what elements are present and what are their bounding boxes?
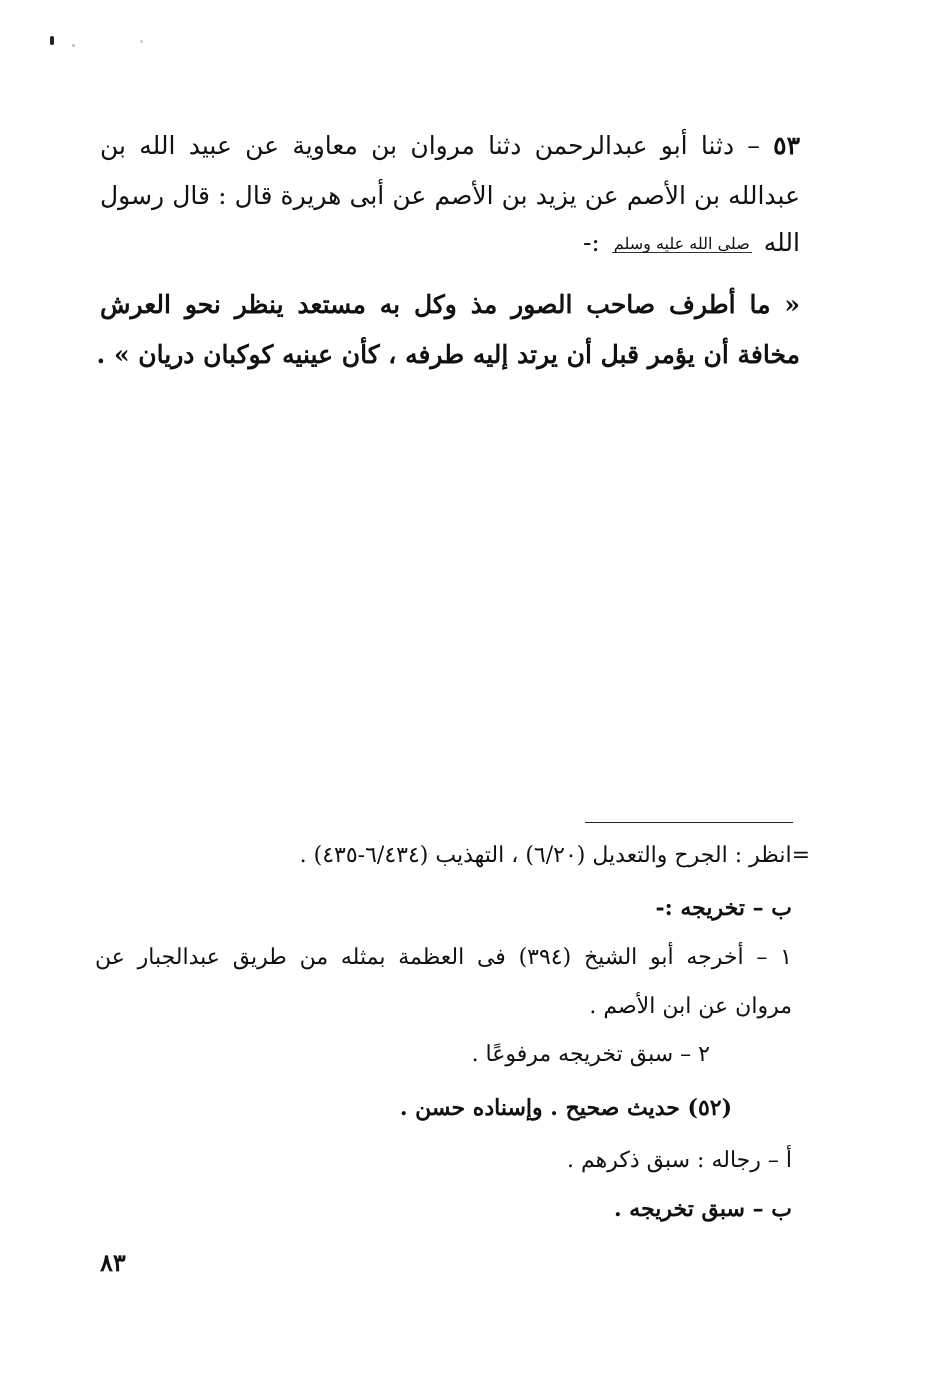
- footnote-item-1-line-1: ١ – أخرجه أبو الشيخ (٣٩٤) فى العظمة بمثله من طريق عبدالجبار عن: [95, 945, 792, 970]
- footnote-b-heading: ب – تخريجه :-: [655, 895, 792, 921]
- hadith-number: ٥٣: [773, 131, 800, 160]
- footnote-divider: [585, 822, 793, 823]
- footnote-52-heading: (٥٢) حديث صحيح . وإسناده حسن .: [399, 1095, 732, 1121]
- footnote-item-1-line-2: مروان عن ابن الأصم .: [589, 994, 792, 1019]
- colon-dash: :-: [582, 228, 600, 257]
- hadith-isnad-part-1: – دثنا أبو عبدالرحمن دثنا مروان بن معاوية عن عبيد الله بن: [100, 131, 760, 160]
- page-number: ٨٣: [100, 1248, 126, 1277]
- hadith-53-text-line-1: « ما أطرف صاحب الصور مذ وكل به مستعد ينظر نحو العرش: [100, 290, 800, 319]
- salutation-glyph: صلى الله عليه وسلم: [613, 234, 750, 253]
- scan-speck: [50, 36, 54, 45]
- scan-speck: [72, 44, 75, 47]
- hadith-53-text-line-2: مخافة أن يؤمر قبل أن يرتد إليه طرفه ، كأن عينيه كوكبان دريان » .: [96, 340, 800, 369]
- footnote-item-2: ٢ – سبق تخريجه مرفوعًا .: [471, 1042, 710, 1067]
- scan-speck: [140, 40, 143, 43]
- footnote-line-1: [300, 845, 810, 867]
- hadith-53-line-2: عبدالله بن الأصم عن يزيد بن الأصم عن أبى هريرة قال : قال رسول: [100, 181, 800, 210]
- continuation-mark: =: [791, 843, 810, 868]
- footnote-52-a: أ – رجاله : سبق ذكرهم .: [567, 1148, 792, 1173]
- footnote-52-b: ب – سبق تخريجه .: [613, 1196, 792, 1222]
- hadith-53-line-1: [100, 133, 800, 158]
- allah-word: الله: [763, 228, 800, 257]
- footnote-reference: انظر : الجرح والتعديل (٦/٢٠) ، التهذيب (٦/٤٣٤-٤٣٥) .: [299, 843, 792, 868]
- hadith-53-line-3: [583, 230, 800, 255]
